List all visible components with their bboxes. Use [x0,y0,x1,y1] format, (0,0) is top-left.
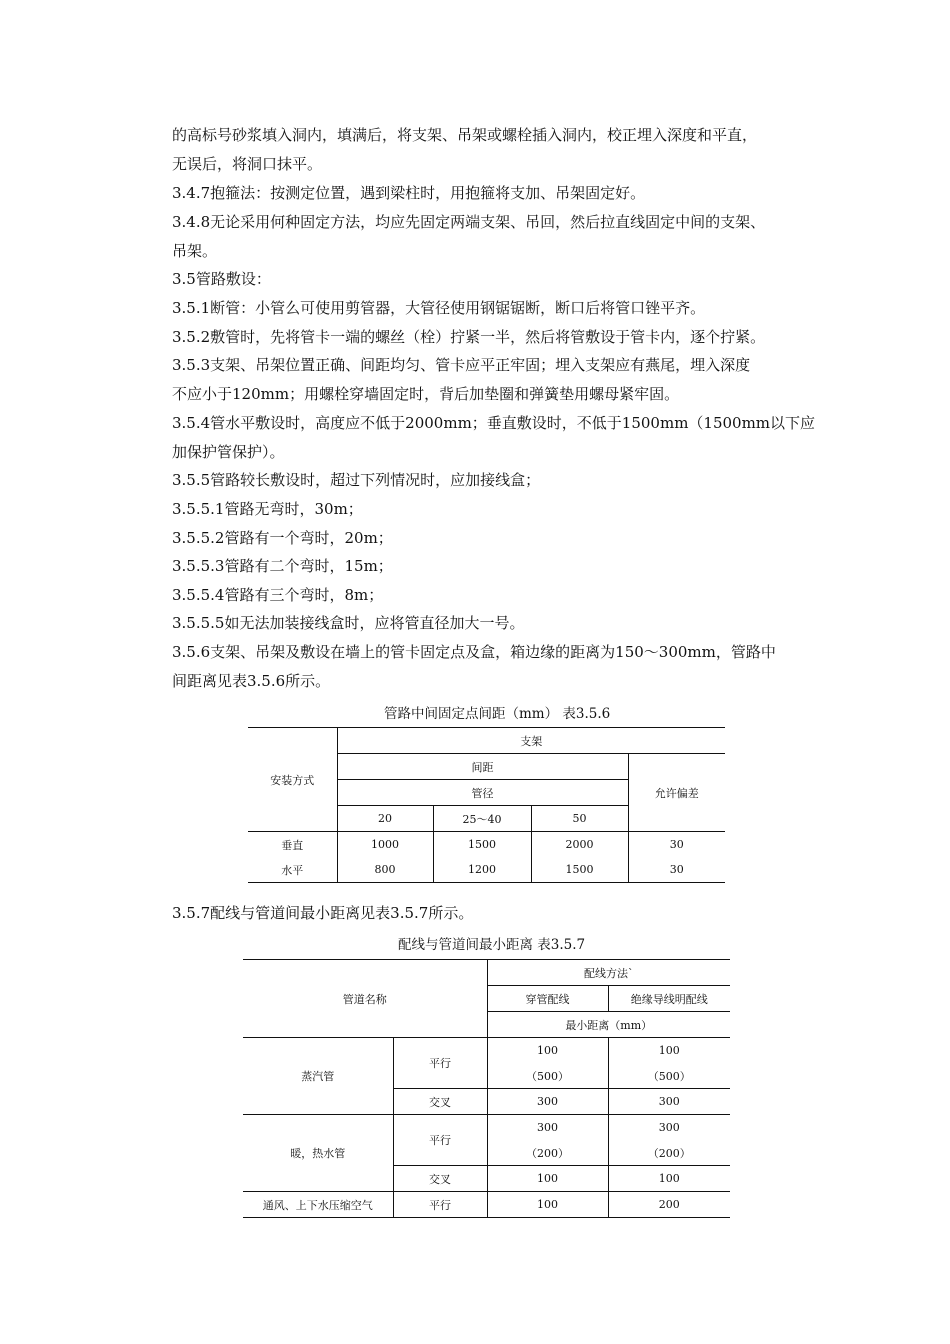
paragraph-line: 的高标号砂浆填入洞内，填满后，将支架、吊架或螺栓插入洞内，校正埋入深度和平直， [172,126,758,144]
paragraph-line: 加保护管保护）。 [172,443,285,461]
table-row [243,1038,730,1064]
value-cell: 1500 [531,857,628,883]
paragraph-line: 不应小于120mm；用螺栓穿墙固定时，背后加垫圈和弹簧垫用螺母紧牢固。 [172,385,680,403]
value-cell: （200） [487,1140,608,1166]
paragraph-line: 3.5.5.3管路有二个弯时，15m； [172,557,393,575]
method-open-wiring-header: 绝缘导线明配线 [608,986,730,1012]
table-row [243,1192,730,1218]
value-cell: 100 [487,1038,608,1064]
min-distance-header: 最小距离（mm） [487,1012,730,1038]
diameter-cell: 50 [531,806,628,832]
spacing-header: 间距 [337,754,628,780]
relation-cell: 平行 [393,1038,487,1089]
fixing-spacing-table [248,727,725,883]
value-cell: 2000 [531,832,628,858]
value-cell: （200） [608,1140,730,1166]
pipe-name-header: 管道名称 [342,992,387,1006]
paragraph-line: 3.5.2敷管时，先将管卡一端的螺丝（栓）拧紧一半，然后将管敷设于管卡内，逐个拧紧。 [172,328,766,346]
table-caption: 配线与管道间最小距离 表3.5.7 [398,937,586,953]
tolerance-cell: 30 [628,832,725,858]
install-mode-header: 安装方式 [270,773,315,787]
table-caption: 管路中间固定点间距（mm） 表3.5.6 [384,706,611,722]
mode-cell: 水平 [281,863,304,877]
paragraph-line: 3.5.4管水平敷设时，高度应不低于2000mm；垂直敷设时，不低于1500mm（1500mm以下应 [172,414,816,432]
paragraph-line: 3.5.3支架、吊架位置正确、间距均匀、管卡应平正牢固；埋入支架应有燕尾，埋入深度 [172,356,751,374]
value-cell: 100 [608,1038,730,1064]
table-row [248,832,725,858]
diameter-cell: 20 [337,806,433,832]
value-cell: 300 [487,1115,608,1141]
relation-cell: 交叉 [393,1089,487,1115]
paragraph-line: 3.5.7配线与管道间最小距离见表3.5.7所示。 [172,904,474,922]
paragraph-line: 吊架。 [172,242,218,260]
pipe-name-cell: 通风、上下水压缩空气 [243,1192,393,1218]
diameter-header: 管径 [337,780,628,806]
value-cell: 800 [337,857,433,883]
tolerance-cell: 30 [628,857,725,883]
paragraph-line: 3.5.5.4管路有三个弯时，8m； [172,586,384,604]
value-cell: 100 [487,1166,608,1192]
paragraph-line: 3.5.1断管：小管么可使用剪管器，大管径使用钢锯锯断，断口后将管口锉平齐。 [172,299,706,317]
section-heading: 3.5管路敷设： [172,270,271,288]
value-cell: 1200 [433,857,531,883]
paragraph-line: 3.5.5.1管路无弯时，30m； [172,500,363,518]
pipe-name-cell: 蒸汽管 [243,1038,393,1115]
paragraph-line: 3.5.5管路较长敷设时，超过下列情况时，应加接线盒； [172,471,541,489]
method-header: 配线方法` [487,960,730,986]
value-cell: 100 [487,1192,608,1218]
value-cell: 1500 [433,832,531,858]
paragraph-line: 间距离见表3.5.6所示。 [172,672,331,690]
relation-cell: 交叉 [393,1166,487,1192]
relation-cell: 平行 [393,1192,487,1218]
pipe-name-cell: 暖，热水管 [243,1115,393,1192]
value-cell: 300 [608,1089,730,1115]
value-cell: 300 [487,1089,608,1115]
table-row [248,857,725,883]
diameter-cell: 25～40 [433,806,531,832]
value-cell: （500） [608,1063,730,1089]
value-cell: （500） [487,1063,608,1089]
paragraph-line: 3.4.7抱箍法：按测定位置，遇到梁柱时，用抱箍将支加、吊架固定好。 [172,184,646,202]
paragraph-line: 3.5.5.2管路有一个弯时，20m； [172,529,393,547]
tolerance-header: 允许偏差 [628,754,725,832]
value-cell: 1000 [337,832,433,858]
paragraph-line: 3.4.8无论采用何种固定方法，均应先固定两端支架、吊回，然后拉直线固定中间的支架、 [172,213,766,231]
method-conduit-header: 穿管配线 [487,986,608,1012]
table-row [243,1115,730,1141]
value-cell: 100 [608,1166,730,1192]
value-cell: 200 [608,1192,730,1218]
mode-cell: 垂直 [248,832,337,858]
value-cell: 300 [608,1115,730,1141]
support-header: 支架 [337,728,725,754]
min-distance-table [243,959,730,1218]
relation-cell: 平行 [393,1115,487,1166]
paragraph-line: 3.5.6支架、吊架及敷设在墙上的管卡固定点及盒，箱边缘的距离为150～300mm，管路中 [172,643,776,661]
paragraph-line: 无误后，将洞口抹平。 [172,155,323,173]
paragraph-line: 3.5.5.5如无法加装接线盒时，应将管直径加大一号。 [172,614,525,632]
